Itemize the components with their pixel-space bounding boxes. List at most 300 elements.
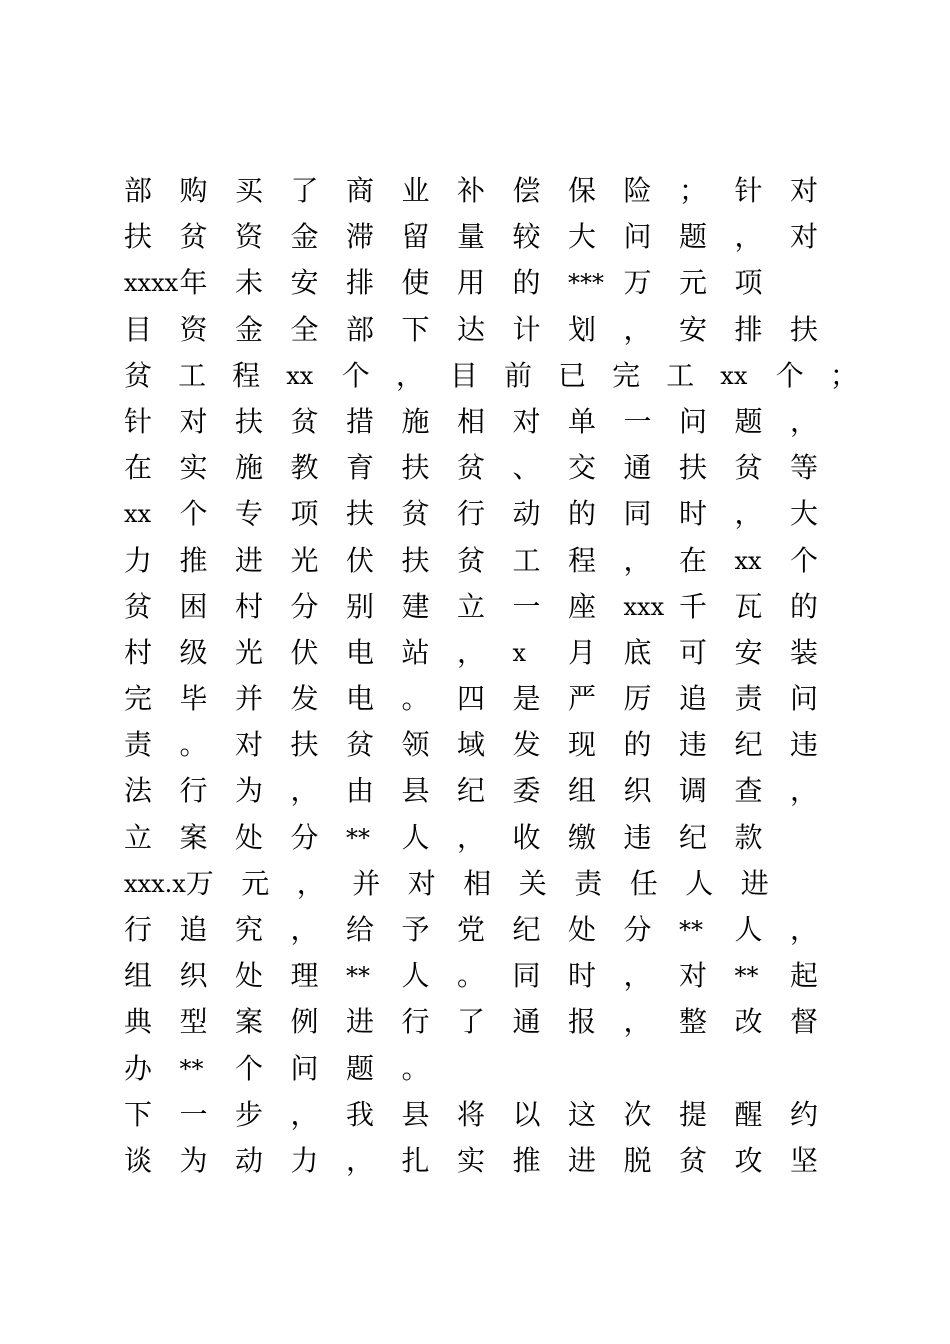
- text-token: 严: [568, 682, 597, 716]
- text-token: ，: [457, 820, 486, 854]
- text-token: 。: [401, 1051, 430, 1085]
- text-token: 脱: [623, 1143, 652, 1177]
- text-token: 收: [512, 820, 541, 854]
- text-token: 困: [179, 589, 208, 623]
- text-token: 同: [512, 959, 541, 993]
- text-token: 电: [346, 635, 375, 669]
- text-token: 改: [734, 1005, 763, 1039]
- text-line: [124, 999, 884, 1045]
- text-token: 进: [740, 866, 769, 900]
- text-token: 人: [401, 820, 430, 854]
- text-token: 调: [679, 774, 708, 808]
- text-token: 单: [568, 404, 597, 438]
- text-token: 并: [235, 682, 264, 716]
- text-token: 时: [679, 497, 708, 531]
- text-token: 个: [179, 497, 208, 531]
- text-token: xxxx: [124, 269, 179, 298]
- text-line: [124, 630, 884, 676]
- text-token: 贫: [679, 1143, 708, 1177]
- text-token: 装: [790, 635, 819, 669]
- text-token: ；: [679, 174, 708, 207]
- text-token: 、: [512, 451, 541, 485]
- text-token: 大: [568, 220, 597, 254]
- text-token: 元: [241, 866, 270, 900]
- text-token: 伏: [346, 543, 375, 577]
- text-token: 立: [457, 589, 486, 623]
- text-token: 的: [623, 728, 652, 762]
- text-token: 由: [346, 774, 375, 808]
- text-line: [124, 722, 884, 768]
- text-token: 典: [124, 1005, 153, 1039]
- text-token: 相: [457, 404, 486, 438]
- text-token: 分: [290, 820, 319, 854]
- text-token: ；: [829, 358, 858, 392]
- text-token: 厉: [623, 682, 652, 716]
- text-token: 追: [679, 682, 708, 716]
- text-line: [124, 953, 884, 999]
- text-token: 并: [352, 866, 381, 900]
- text-token: xx: [720, 361, 748, 390]
- text-token: 育: [346, 451, 375, 485]
- text-token: 实: [179, 451, 208, 485]
- text-token: 贫: [346, 728, 375, 762]
- text-line: [124, 260, 884, 306]
- text-token: 款: [734, 820, 763, 854]
- text-token: 问: [790, 682, 819, 716]
- text-token: 整: [679, 1005, 708, 1039]
- text-token: 行: [401, 1005, 430, 1039]
- text-token: 关: [518, 866, 547, 900]
- text-token: 对: [407, 866, 436, 900]
- text-token: 资: [179, 312, 208, 346]
- text-token: 金: [290, 220, 319, 254]
- text-token: 域: [457, 728, 486, 762]
- text-token: 下: [124, 1097, 153, 1131]
- text-token: 对: [235, 728, 264, 762]
- text-token: 一: [623, 404, 652, 438]
- text-token: 予: [401, 913, 430, 946]
- text-token: 村: [235, 589, 264, 623]
- text-token: 扶: [401, 543, 430, 577]
- text-token: 纪: [679, 820, 708, 854]
- text-token: 光: [290, 543, 319, 577]
- text-token: **: [346, 962, 370, 991]
- text-token: 为: [235, 774, 264, 808]
- text-token: 万: [623, 266, 652, 300]
- text-token: 人: [685, 866, 714, 900]
- text-token: 领: [401, 728, 430, 762]
- text-token: 型: [179, 1005, 208, 1039]
- text-token: 法: [124, 774, 153, 808]
- text-token: xxx: [623, 592, 665, 621]
- text-token: 专: [235, 497, 264, 531]
- text-token: ，: [623, 1005, 652, 1039]
- text-token: 推: [512, 1143, 541, 1177]
- text-token: 个: [235, 1051, 264, 1085]
- text-token: ，: [623, 959, 652, 993]
- text-token: 组: [568, 774, 597, 808]
- text-token: 站: [401, 635, 430, 669]
- text-token: 问: [623, 220, 652, 254]
- text-token: 报: [568, 1005, 597, 1039]
- text-token: 针: [124, 404, 153, 438]
- text-token: 县: [401, 774, 430, 808]
- text-token: 次: [623, 1097, 652, 1131]
- text-token: xx: [286, 361, 314, 390]
- text-token: 目: [124, 312, 153, 346]
- text-token: 对: [679, 959, 708, 993]
- text-token: 补: [457, 174, 486, 207]
- text-token: 责: [734, 682, 763, 716]
- text-token: 完: [124, 682, 153, 716]
- text-token: 座: [568, 589, 597, 623]
- text-token: 发: [290, 682, 319, 716]
- text-token: 买: [235, 174, 264, 207]
- text-token: 为: [179, 1143, 208, 1177]
- text-token: ，: [623, 543, 652, 577]
- text-token: 。: [457, 959, 486, 993]
- text-token: 行: [124, 913, 153, 946]
- text-token: 立: [124, 820, 153, 854]
- text-token: 元: [679, 266, 708, 300]
- text-token: 个: [341, 358, 370, 392]
- text-token: 的: [790, 589, 819, 623]
- text-token: 推: [179, 543, 208, 577]
- text-token: 前: [503, 358, 532, 392]
- text-token: 违: [623, 820, 652, 854]
- text-token: 措: [346, 404, 375, 438]
- text-token: 通: [623, 451, 652, 485]
- text-token: 分: [290, 589, 319, 623]
- text-token: 起: [790, 959, 819, 993]
- text-token: 攻: [734, 1143, 763, 1177]
- text-token: 办: [124, 1051, 153, 1085]
- text-token: 个: [790, 543, 819, 577]
- text-token: 谈: [124, 1143, 153, 1177]
- text-line: [124, 491, 884, 537]
- text-token: ，: [290, 774, 319, 808]
- text-token: 可: [679, 635, 708, 669]
- text-token: 扶: [401, 451, 430, 485]
- text-token: 了: [290, 174, 319, 207]
- text-token: 教: [290, 451, 319, 485]
- text-token: 题: [734, 404, 763, 438]
- text-token: 进: [235, 543, 264, 577]
- text-token: 交: [568, 451, 597, 485]
- text-token: 以: [512, 1097, 541, 1131]
- text-line: [124, 445, 884, 491]
- text-token: ，: [346, 1143, 375, 1177]
- document-body: [124, 168, 884, 1184]
- text-token: 万: [185, 866, 214, 900]
- text-token: 在: [124, 451, 153, 485]
- text-token: 商: [346, 174, 375, 207]
- text-token: 问: [679, 404, 708, 438]
- text-token: 扶: [790, 312, 819, 346]
- text-token: 处: [235, 959, 264, 993]
- text-token: 电: [346, 682, 375, 716]
- text-token: 对: [512, 404, 541, 438]
- text-token: 委: [512, 774, 541, 808]
- text-token: 扎: [401, 1143, 430, 1177]
- text-line: [124, 168, 884, 214]
- text-token: 下: [401, 312, 430, 346]
- text-token: 纪: [457, 774, 486, 808]
- text-token: 违: [790, 728, 819, 762]
- text-token: 动: [235, 1143, 264, 1177]
- text-line: [124, 768, 884, 814]
- text-token: 扶: [346, 497, 375, 531]
- text-token: xx: [734, 546, 762, 575]
- text-token: 贫: [457, 543, 486, 577]
- text-token: 纪: [512, 913, 541, 946]
- text-token: ，: [290, 1097, 319, 1131]
- text-token: 年: [179, 266, 208, 300]
- text-token: ，: [734, 220, 763, 254]
- text-token: 贫: [179, 220, 208, 254]
- text-token: 进: [346, 1005, 375, 1039]
- text-token: **: [179, 1054, 204, 1083]
- text-token: 人: [734, 913, 763, 946]
- text-token: 部: [124, 174, 153, 207]
- text-token: 理: [290, 959, 319, 993]
- text-token: 程: [568, 543, 597, 577]
- text-token: 分: [623, 913, 652, 946]
- text-token: 提: [679, 1097, 708, 1131]
- text-token: 党: [457, 913, 486, 946]
- text-token: ，: [790, 404, 819, 438]
- text-token: 保: [568, 174, 597, 207]
- text-token: 约: [790, 1097, 819, 1131]
- text-token: 我: [346, 1097, 375, 1131]
- text-token: 实: [457, 1143, 486, 1177]
- text-token: 案: [179, 820, 208, 854]
- text-token: 贫: [457, 451, 486, 485]
- text-token: 一: [179, 1097, 208, 1131]
- text-token: 光: [235, 635, 264, 669]
- text-token: 扶: [235, 404, 264, 438]
- text-token: 贫: [124, 358, 153, 392]
- text-token: xx: [124, 500, 152, 529]
- text-token: 等: [790, 451, 819, 485]
- text-token: 题: [346, 1051, 375, 1085]
- text-token: 部: [346, 312, 375, 346]
- text-token: 织: [623, 774, 652, 808]
- text-token: 排: [734, 312, 763, 346]
- text-token: 扶: [290, 728, 319, 762]
- text-token: 划: [568, 312, 597, 346]
- text-token: 伏: [290, 635, 319, 669]
- text-token: 相: [463, 866, 492, 900]
- text-token: 。: [179, 728, 208, 762]
- text-token: ，: [395, 358, 424, 392]
- text-token: 金: [235, 312, 264, 346]
- text-token: 处: [568, 913, 597, 946]
- text-token: 未: [235, 266, 264, 300]
- text-line: [124, 584, 884, 630]
- text-token: 滞: [346, 220, 375, 254]
- text-token: 使: [401, 266, 430, 300]
- text-token: 。: [401, 682, 430, 716]
- text-token: 例: [290, 1005, 319, 1039]
- text-token: 贫: [734, 451, 763, 485]
- text-token: 对: [790, 220, 819, 254]
- text-token: 偿: [512, 174, 541, 207]
- text-token: 一: [512, 589, 541, 623]
- text-token: 力: [124, 543, 153, 577]
- text-token: 了: [457, 1005, 486, 1039]
- text-token: 个: [775, 358, 804, 392]
- text-token: 目: [449, 358, 478, 392]
- text-token: 的: [568, 497, 597, 531]
- text-token: 已: [558, 358, 587, 392]
- text-token: xxx.x: [124, 869, 186, 898]
- text-token: 是: [512, 682, 541, 716]
- text-token: 扶: [124, 220, 153, 254]
- text-token: 处: [235, 820, 264, 854]
- text-line: [124, 1046, 884, 1092]
- text-token: 进: [568, 1143, 597, 1177]
- text-token: 毕: [179, 682, 208, 716]
- text-token: 督: [790, 1005, 819, 1039]
- text-token: **: [346, 823, 370, 852]
- text-token: 将: [457, 1097, 486, 1131]
- text-token: 问: [290, 1051, 319, 1085]
- text-token: 完: [612, 358, 641, 392]
- text-line: [124, 1138, 884, 1184]
- text-token: 用: [457, 266, 486, 300]
- text-token: **: [734, 962, 759, 991]
- text-token: 工: [178, 358, 207, 392]
- text-line: [124, 538, 884, 584]
- text-token: 千: [679, 589, 708, 623]
- text-line: [124, 399, 884, 445]
- text-token: x: [512, 638, 527, 667]
- text-token: 全: [290, 312, 319, 346]
- text-token: 力: [290, 1143, 319, 1177]
- text-token: 查: [734, 774, 763, 808]
- text-token: 针: [734, 174, 763, 207]
- text-token: 纪: [734, 728, 763, 762]
- text-token: 计: [512, 312, 541, 346]
- text-token: 较: [512, 220, 541, 254]
- text-token: ，: [734, 497, 763, 531]
- text-token: 排: [346, 266, 375, 300]
- text-line: [124, 907, 884, 953]
- text-token: 县: [401, 1097, 430, 1131]
- text-token: 对: [179, 404, 208, 438]
- text-token: 大: [790, 497, 819, 531]
- text-token: 责: [574, 866, 603, 900]
- text-line: [124, 676, 884, 722]
- text-line: [124, 1092, 884, 1138]
- text-line: [124, 214, 884, 260]
- text-token: ，: [623, 312, 652, 346]
- text-token: 通: [512, 1005, 541, 1039]
- text-token: 组: [124, 959, 153, 993]
- text-token: 量: [457, 220, 486, 254]
- text-token: 对: [790, 174, 819, 207]
- text-line: [124, 815, 884, 861]
- text-token: ，: [790, 913, 819, 946]
- text-token: 行: [457, 497, 486, 531]
- text-token: 贫: [124, 589, 153, 623]
- text-token: ***: [568, 269, 604, 298]
- text-token: ，: [790, 774, 819, 808]
- text-token: 险: [623, 174, 652, 207]
- text-token: 建: [401, 589, 430, 623]
- text-line: [124, 307, 884, 353]
- text-token: 人: [401, 959, 430, 993]
- text-token: 业: [401, 174, 430, 207]
- text-token: 项: [734, 266, 763, 300]
- text-token: 同: [623, 497, 652, 531]
- text-token: 行: [179, 774, 208, 808]
- text-token: 缴: [568, 820, 597, 854]
- text-token: 别: [346, 589, 375, 623]
- text-token: 工: [512, 543, 541, 577]
- text-token: 安: [734, 635, 763, 669]
- text-token: 项: [290, 497, 319, 531]
- text-token: ，: [290, 913, 319, 946]
- text-line: [124, 353, 884, 399]
- text-token: 安: [290, 266, 319, 300]
- text-token: 现: [568, 728, 597, 762]
- text-token: 责: [124, 728, 153, 762]
- text-token: 醒: [734, 1097, 763, 1131]
- text-token: 瓦: [734, 589, 763, 623]
- text-token: 资: [235, 220, 264, 254]
- text-token: 扶: [679, 451, 708, 485]
- text-token: **: [679, 916, 703, 944]
- text-token: 贫: [401, 497, 430, 531]
- text-token: 违: [679, 728, 708, 762]
- text-token: 案: [235, 1005, 264, 1039]
- text-token: 底: [623, 635, 652, 669]
- text-token: ，: [296, 866, 325, 900]
- text-token: 四: [457, 682, 486, 716]
- text-token: 购: [179, 174, 208, 207]
- text-token: 施: [401, 404, 430, 438]
- text-line: [124, 861, 884, 907]
- text-token: 题: [679, 220, 708, 254]
- text-token: 动: [512, 497, 541, 531]
- text-token: 程: [232, 358, 261, 392]
- text-token: 给: [346, 913, 375, 946]
- text-token: 贫: [290, 404, 319, 438]
- text-token: 究: [235, 913, 264, 946]
- text-token: 村: [124, 635, 153, 669]
- text-token: 这: [568, 1097, 597, 1131]
- text-token: ，: [457, 635, 486, 669]
- text-token: 发: [512, 728, 541, 762]
- text-token: 安: [679, 312, 708, 346]
- text-token: 时: [568, 959, 597, 993]
- text-token: 施: [235, 451, 264, 485]
- text-token: 达: [457, 312, 486, 346]
- text-token: 坚: [790, 1143, 819, 1177]
- text-token: 留: [401, 220, 430, 254]
- text-token: 月: [568, 635, 597, 669]
- text-token: 任: [629, 866, 658, 900]
- text-token: 织: [179, 959, 208, 993]
- text-token: 在: [679, 543, 708, 577]
- text-token: 追: [179, 913, 208, 946]
- text-token: 工: [666, 358, 695, 392]
- text-token: 的: [512, 266, 541, 300]
- text-token: 步: [235, 1097, 264, 1131]
- text-token: 级: [179, 635, 208, 669]
